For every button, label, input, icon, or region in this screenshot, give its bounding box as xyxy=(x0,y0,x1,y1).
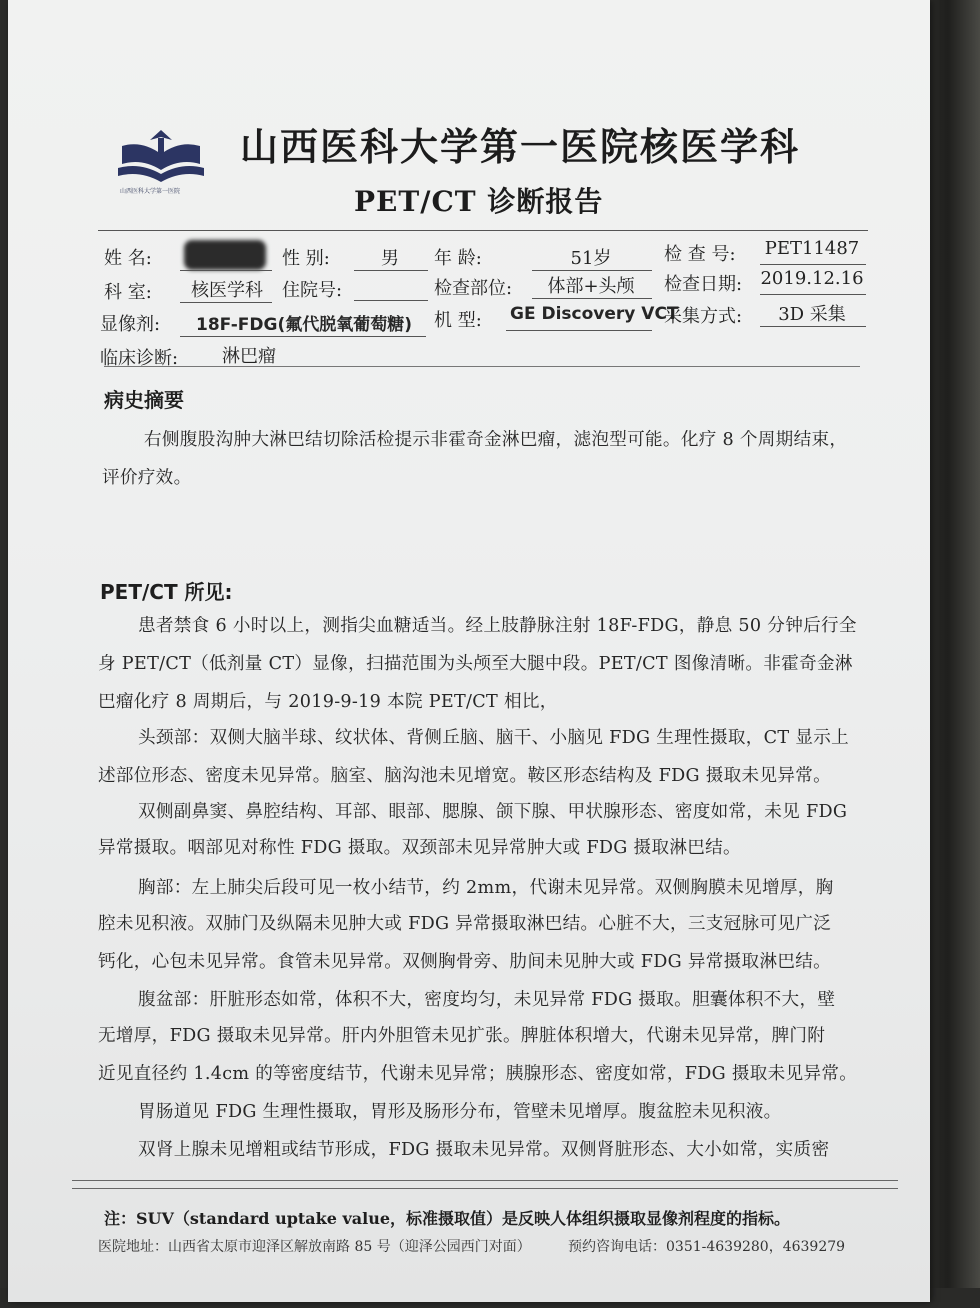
dept-label: 科 室: xyxy=(104,282,152,303)
history-title: 病史摘要 xyxy=(104,388,184,412)
findings-line: 无增厚，FDG 摄取未见异常。肝内外胆管未见扩张。脾脏体积增大，代谢未见异常，脾门附 xyxy=(98,1026,826,1046)
footer-divider xyxy=(72,1180,898,1181)
exam-no-label: 检 查 号: xyxy=(664,244,736,265)
name-label: 姓 名: xyxy=(104,248,152,269)
exam-date-label: 检查日期: xyxy=(664,274,743,295)
exam-part-label: 检查部位: xyxy=(434,278,513,299)
findings-line: 腔未见积液。双肺门及纵隔未见肿大或 FDG 异常摄取淋巴结。心脏不大，三支冠脉可见广泛 xyxy=(98,914,832,934)
model-underline xyxy=(506,330,652,331)
hospital-address: 医院地址：山西省太原市迎泽区解放南路 85 号（迎泽公园西门对面） xyxy=(98,1239,531,1255)
gender-value: 男 xyxy=(381,248,399,269)
acq-underline xyxy=(760,326,866,327)
findings-line: 钙化，心包未见异常。食管未见异常。双侧胸骨旁、肋间未见肿大或 FDG 异常摄取淋巴结。 xyxy=(98,952,832,972)
findings-line: 述部位形态、密度未见异常。脑室、脑沟池未见增宽。鞍区形态结构及 FDG 摄取未见异常。 xyxy=(98,766,832,786)
findings-line: 近见直径约 1.4cm 的等密度结节，代谢未见异常；胰腺形态、密度如常，FDG 摄取未见异常。 xyxy=(98,1064,858,1084)
inpatient-label: 住院号: xyxy=(282,280,343,301)
findings-line: 患者禁食 6 小时以上，测指尖血糖适当。经上肢静脉注射 18F-FDG，静息 50 分钟后行全 xyxy=(138,616,857,636)
exam-part-value: 体部+头颅 xyxy=(547,276,635,297)
header-divider xyxy=(98,230,868,231)
diag-value: 淋巴瘤 xyxy=(222,346,276,367)
gender-label: 性 别: xyxy=(282,248,330,269)
dept-underline xyxy=(180,302,272,303)
history-line: 评价疗效。 xyxy=(102,468,192,488)
exam-date-value: 2019.12.16 xyxy=(760,268,864,289)
age-value: 51岁 xyxy=(570,248,612,269)
findings-line: 双肾上腺未见增粗或结节形成，FDG 摄取未见异常。双侧肾脏形态、大小如常，实质密 xyxy=(138,1140,830,1160)
exam-date-underline xyxy=(760,294,866,295)
report-title: PET/CT 诊断报告 xyxy=(354,185,604,218)
findings-line: 异常摄取。咽部见对称性 FDG 摄取。双颈部未见异常肿大或 FDG 摄取淋巴结。 xyxy=(98,838,741,858)
diag-label: 临床诊断: xyxy=(100,348,179,369)
agent-underline xyxy=(180,336,426,337)
findings-line: 胸部：左上肺尖后段可见一枚小结节，约 2mm，代谢未见异常。双侧胸膜未见增厚，胸 xyxy=(138,878,834,898)
inpatient-underline xyxy=(354,300,428,301)
name-underline xyxy=(180,270,272,271)
agent-value: 18F-FDG(氟代脱氧葡萄糖) xyxy=(196,315,413,335)
model-value: GE Discovery VCT xyxy=(510,304,679,324)
redacted-name xyxy=(184,240,266,270)
hospital-name: 山西医科大学第一医院核医学科 xyxy=(240,124,801,169)
dept-value: 核医学科 xyxy=(191,280,263,301)
model-label: 机 型: xyxy=(434,310,482,331)
diag-underline xyxy=(104,366,860,367)
logo-caption: 山西医科大学第一医院 xyxy=(120,188,181,195)
age-label: 年 龄: xyxy=(434,248,482,269)
findings-line: 头颈部：双侧大脑半球、纹状体、背侧丘脑、脑干、小脑见 FDG 生理性摄取，CT 显示上 xyxy=(138,728,850,748)
findings-title: PET/CT 所见: xyxy=(100,580,233,604)
acq-label: 采集方式: xyxy=(664,306,743,327)
findings-line: 身 PET/CT（低剂量 CT）显像，扫描范围为头颅至大腿中段。PET/CT 图像清晰。非霍奇金淋 xyxy=(98,654,853,674)
contact-phone: 预约咨询电话：0351-4639280，4639279 xyxy=(568,1239,846,1255)
report-paper xyxy=(8,0,930,1302)
findings-line: 腹盆部：肝脏形态如常，体积不大，密度均匀，未见异常 FDG 摄取。胆囊体积不大，壁 xyxy=(138,990,836,1010)
findings-line: 巴瘤化疗 8 周期后，与 2019-9-19 本院 PET/CT 相比， xyxy=(98,692,558,712)
agent-label: 显像剂: xyxy=(100,314,161,335)
acq-value: 3D 采集 xyxy=(778,304,846,325)
exam-no-underline xyxy=(760,264,866,265)
gender-underline xyxy=(354,270,428,271)
findings-line: 胃肠道见 FDG 生理性摄取，胃形及肠形分布，管壁未见增厚。腹盆腔未见积液。 xyxy=(138,1102,782,1122)
age-underline xyxy=(532,270,652,271)
exam-part-underline xyxy=(532,298,652,299)
suv-note: 注：SUV（standard uptake value，标准摄取值）是反映人体组织摄取显像剂程度的指标。 xyxy=(104,1209,791,1228)
exam-no-value: PET11487 xyxy=(764,238,860,259)
history-line: 右侧腹股沟肿大淋巴结切除活检提示非霍奇金淋巴瘤，滤泡型可能。化疗 8 个周期结束， xyxy=(144,430,848,450)
findings-line: 双侧副鼻窦、鼻腔结构、耳部、眼部、腮腺、颌下腺、甲状腺形态、密度如常，未见 FDG xyxy=(138,802,848,822)
footer-divider xyxy=(72,1188,898,1189)
